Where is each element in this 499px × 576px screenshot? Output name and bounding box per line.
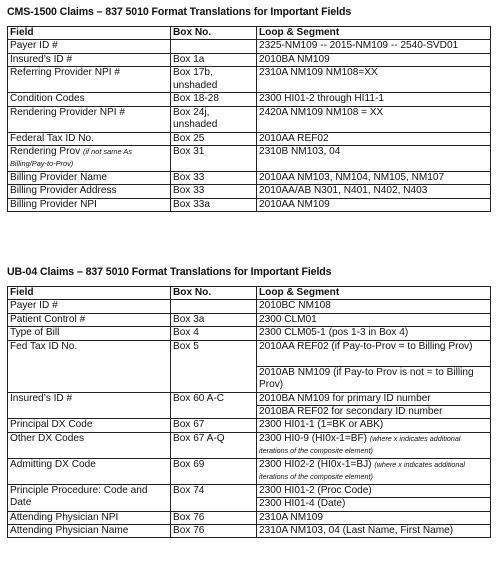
field-cell: Billing Provider Address xyxy=(8,185,171,198)
field-cell: Fed Tax ID No. xyxy=(8,340,171,392)
loop-cell: 2300 HI01-2 (Proc Code) xyxy=(257,484,491,497)
box-cell: Box 69 xyxy=(171,458,257,484)
box-cell: Box 3a xyxy=(171,313,257,326)
header-field: Field xyxy=(8,287,171,300)
table-row xyxy=(8,185,491,198)
box-cell: Box 76 xyxy=(171,511,257,524)
box-cell: Box 33 xyxy=(171,172,257,185)
box-cell: Box 1a xyxy=(171,53,257,66)
box-cell: Box 67 A-Q xyxy=(171,432,257,458)
loop-cell: 2010AA/AB N301, N401, N402, N403 xyxy=(257,185,491,198)
table-header-row xyxy=(8,287,491,300)
loop-cell: 2010AA NM109 xyxy=(257,198,491,211)
box-cell: Box 60 A-C xyxy=(171,392,257,419)
table-row xyxy=(8,106,491,132)
field-cell: Condition Codes xyxy=(8,93,171,106)
loop-cell: 2310B NM103, 04 xyxy=(257,146,491,172)
table-row xyxy=(8,419,491,432)
table-row xyxy=(8,392,491,405)
table-row xyxy=(8,198,491,211)
loop-cell xyxy=(257,458,491,484)
table-row xyxy=(8,300,491,313)
table-row xyxy=(8,484,491,497)
table-row xyxy=(8,132,491,145)
field-cell: Patient Control # xyxy=(8,313,171,326)
loop-cell: 2300 CLM05-1 (pos 1-3 in Box 4) xyxy=(257,327,491,340)
table-row xyxy=(8,511,491,524)
table-row xyxy=(8,327,491,340)
table-row xyxy=(8,313,491,326)
loop-cell: 2010BA REF02 for secondary ID number xyxy=(257,406,491,419)
box-cell: Box 5 xyxy=(171,340,257,392)
table-row xyxy=(8,53,491,66)
loop-cell: 2010AA NM103, NM104, NM105, NM107 xyxy=(257,172,491,185)
box-cell: Box 33a xyxy=(171,198,257,211)
loop-cell: 2310A NM109 xyxy=(257,511,491,524)
box-cell: Box 76 xyxy=(171,525,257,538)
header-box-no: Box No. xyxy=(171,287,257,300)
table-row xyxy=(8,93,491,106)
loop-cell: 2010AB NM109 (if Pay-to Prov is not = to Billing Prov) xyxy=(257,366,491,392)
table-row xyxy=(8,172,491,185)
loop-cell: 2420A NM109 NM108 = XX xyxy=(257,106,491,132)
field-cell: Insured’s ID # xyxy=(8,53,171,66)
field-cell: Attending Physician NPI xyxy=(8,511,171,524)
box-cell: Box 4 xyxy=(171,327,257,340)
loop-note: (where x indicates additional iterations of the composite element) xyxy=(259,433,461,456)
loop-cell: 2010BA NM109 for primary ID number xyxy=(257,392,491,405)
field-cell: Principal DX Code xyxy=(8,419,171,432)
box-cell xyxy=(171,40,257,53)
header-field: Field xyxy=(8,27,171,40)
field-cell: Billing Provider Name xyxy=(8,172,171,185)
loop-cell xyxy=(257,432,491,458)
box-cell: Box 31 xyxy=(171,146,257,172)
field-cell: Rendering Provider NPI # xyxy=(8,106,171,132)
loop-text: 2300 HI02-2 (HI0x-1=BJ) xyxy=(259,458,372,470)
field-cell: Billing Provider NPI xyxy=(8,198,171,211)
loop-cell: 2300 CLM01 xyxy=(257,313,491,326)
loop-text: 2300 HI0-9 (HI0x-1=BF) xyxy=(259,432,367,444)
loop-cell: 2010BA NM109 xyxy=(257,53,491,66)
loop-cell: 2310A NM109 NM108=XX xyxy=(257,67,491,93)
box-cell: Box 25 xyxy=(171,132,257,145)
field-cell: Admitting DX Code xyxy=(8,458,171,484)
loop-cell: 2300 HI01-1 (1=BK or ABK) xyxy=(257,419,491,432)
table-header-row xyxy=(8,27,491,40)
field-cell: Payer ID # xyxy=(8,300,171,313)
table-row xyxy=(8,458,491,484)
cms-table-title: CMS-1500 Claims – 837 5010 Format Translations for Important Fields xyxy=(7,6,352,18)
field-cell: Type of Bill xyxy=(8,327,171,340)
box-cell: Box 74 xyxy=(171,484,257,511)
field-cell: Other DX Codes xyxy=(8,432,171,458)
loop-cell: 2300 HI01-4 (Date) xyxy=(257,498,491,511)
header-loop-segment: Loop & Segment xyxy=(257,27,491,40)
loop-cell: 2010BC NM108 xyxy=(257,300,491,313)
box-cell xyxy=(171,300,257,313)
table-row xyxy=(8,340,491,366)
box-cell: Box 17b, unshaded xyxy=(171,67,257,93)
field-cell: Attending Physician Name xyxy=(8,525,171,538)
header-box-no: Box No. xyxy=(171,27,257,40)
field-cell: Insured’s ID # xyxy=(8,392,171,419)
table-row xyxy=(8,146,491,172)
loop-cell: 2310A NM103, 04 (Last Name, First Name) xyxy=(257,525,491,538)
table-row xyxy=(8,67,491,93)
cms-translation-table xyxy=(7,26,491,212)
field-cell: Principle Procedure: Code and Date xyxy=(8,484,171,511)
table-row xyxy=(8,525,491,538)
loop-cell: 2300 HI01-2 through HI11-1 xyxy=(257,93,491,106)
loop-cell: 2010AA REF02 xyxy=(257,132,491,145)
box-cell: Box 18-28 xyxy=(171,93,257,106)
field-note: (if not same As Billing/Pay-to-Prov) xyxy=(10,147,132,169)
header-loop-segment: Loop & Segment xyxy=(257,287,491,300)
loop-note: (where x indicates additional iterations of the composite element) xyxy=(259,459,466,482)
ub04-translation-table xyxy=(7,286,491,538)
table-row xyxy=(8,432,491,458)
ub04-table-title: UB-04 Claims – 837 5010 Format Translations for Important Fields xyxy=(7,266,332,278)
box-cell: Box 24j, unshaded xyxy=(171,106,257,132)
field-cell xyxy=(8,146,171,172)
box-cell: Box 33 xyxy=(171,185,257,198)
box-cell: Box 67 xyxy=(171,419,257,432)
table-row xyxy=(8,40,491,53)
loop-cell: 2010AA REF02 (if Pay-to-Prov = to Billing Prov) xyxy=(257,340,491,366)
field-cell: Federal Tax ID No. xyxy=(8,132,171,145)
field-cell: Payer ID # xyxy=(8,40,171,53)
loop-cell: 2325-NM109 -- 2015-NM109 -- 2540-SVD01 xyxy=(257,40,491,53)
field-cell: Referring Provider NPI # xyxy=(8,67,171,93)
field-text: Rendering Prov xyxy=(10,146,81,158)
